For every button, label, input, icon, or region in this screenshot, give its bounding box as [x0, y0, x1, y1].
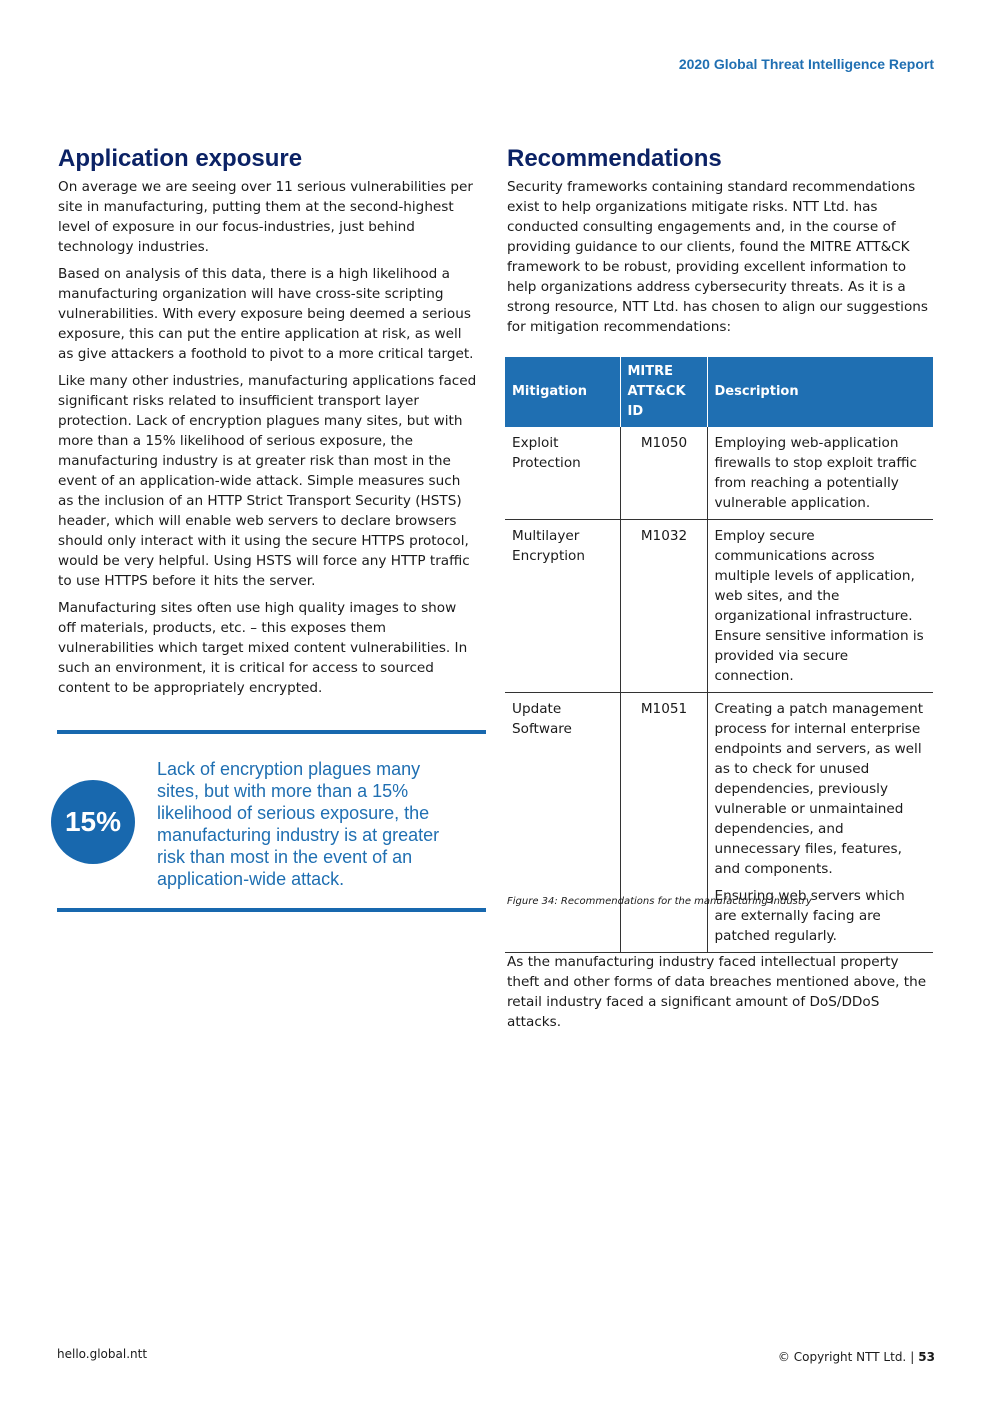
- footer-website: hello.global.ntt: [57, 1347, 148, 1361]
- stat-badge: 15%: [51, 780, 135, 864]
- table-row: [505, 520, 933, 693]
- callout-quote: Lack of encryption plagues many sites, but with more than a 15% likelihood of serious exposure, the manufacturing industry is at greater risk than most in the event of an application-wide attack.: [157, 759, 440, 889]
- application-exposure-section: [58, 145, 478, 705]
- stat-callout: [57, 730, 486, 912]
- copyright-text: © Copyright NTT Ltd.: [777, 1350, 907, 1364]
- column-header-description: Description: [707, 357, 933, 427]
- mitre-id-cell: M1051: [620, 693, 707, 953]
- section-heading: Application exposure: [58, 145, 303, 172]
- paragraph: On average we are seeing over 11 serious vulnerabilities per site in manufacturing, putting them at the second-highest level of exposure in our focus-industries, just behind technology industries.: [58, 179, 474, 255]
- description-cell: [707, 520, 933, 693]
- page-number: 53: [918, 1350, 935, 1364]
- mitigation-cell: Exploit Protection: [505, 427, 620, 520]
- footer-copyright-block: [778, 1350, 935, 1364]
- section-heading: Recommendations: [507, 145, 722, 172]
- paragraph: Like many other industries, manufacturing applications faced significant risks related to insufficient transport layer protection. Lack of encryption plagues many sites, but with more than a 15% likelihood of serious exposure, the manufacturing industry is at greater risk than most in the event of an application-wide attack. Simple measures such as the inclusion of an HTTP Strict Transport Security (HSTS) header, which will enable web servers to declare browsers should only interact with it using the secure HTTPS protocol, would be very helpful. Using HSTS will force any HTTP traffic to use HTTPS before it hits the server.: [58, 373, 477, 589]
- mitre-id-cell: M1050: [620, 427, 707, 520]
- description-text: Ensuring web servers which are externally facing are patched regularly.: [714, 888, 905, 944]
- closing-paragraph: As the manufacturing industry faced intellectual property theft and other forms of data breaches mentioned above, the retail industry faced a significant amount of DoS/DDoS attacks.: [507, 954, 927, 1030]
- footer-separator: |: [910, 1350, 915, 1364]
- table-row: [505, 427, 933, 520]
- mitigation-cell: Multilayer Encryption: [505, 520, 620, 693]
- recommendations-table: [505, 357, 933, 953]
- description-text: Employ secure communications across multiple levels of application, web sites, and the organizational infrastructure. Ensure sensitive information is provided via secure connection.: [714, 528, 924, 684]
- table-header-row: [505, 357, 933, 427]
- description-cell: [707, 427, 933, 520]
- description-text: Employing web-application firewalls to stop exploit traffic from reaching a potentially vulnerable application.: [714, 435, 917, 511]
- description-cell: [707, 693, 933, 953]
- recommendations-section: [507, 145, 935, 344]
- intro-paragraph: Security frameworks containing standard recommendations exist to help organizations mitigate risks. NTT Ltd. has conducted consulting engagements and, in the course of providing guidance to our clients, found the MITRE ATT&CK framework to be robust, providing excellent information to help organizations address cybersecurity threats. As it is a strong resource, NTT Ltd. has chosen to align our suggestions for mitigation recommendations:: [507, 179, 928, 335]
- paragraph: Manufacturing sites often use high quality images to show off materials, products, etc. – this exposes them vulnerabilities which target mixed content vulnerabilities. In such an environment, it is critical for access to sourced content to be appropriately encrypted.: [58, 600, 468, 696]
- table-row: [505, 693, 933, 953]
- mitre-id-cell: M1032: [620, 520, 707, 693]
- figure-caption: Figure 34: Recommendations for the manufacturing industry: [507, 896, 812, 907]
- description-text: Creating a patch management process for internal enterprise endpoints and servers, as well as to check for unused dependencies, previously vulnerable or unmaintained dependencies, and unnecessary files, features, and components.: [714, 701, 924, 877]
- mitigation-cell: Update Software: [505, 693, 620, 953]
- report-title: 2020 Global Threat Intelligence Report: [678, 56, 934, 72]
- column-header-mitigation: Mitigation: [505, 357, 620, 427]
- column-header-mitre-id: MITRE ATT&CK ID: [620, 357, 707, 427]
- paragraph: Based on analysis of this data, there is a high likelihood a manufacturing organization will have cross-site scripting vulnerabilities. With every exposure being deemed a serious exposure, this can put the entire application at risk, as well as give attackers a foothold to pivot to a more critical target.: [58, 266, 474, 362]
